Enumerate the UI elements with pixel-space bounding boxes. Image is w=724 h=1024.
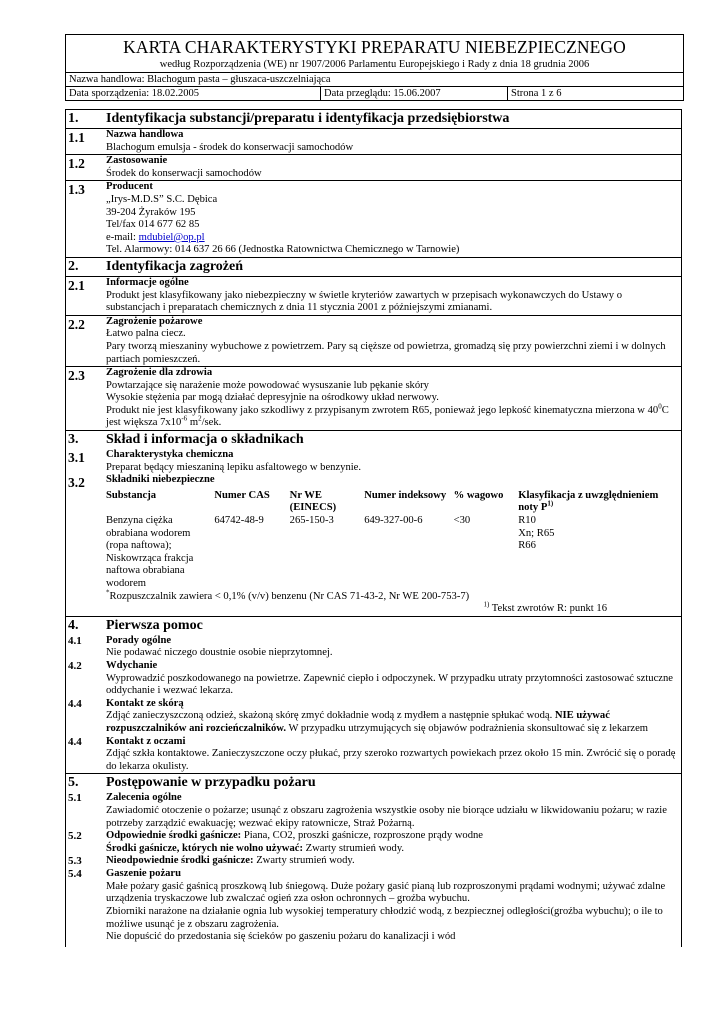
- section-number: 5.: [68, 775, 79, 791]
- section-number: 3.: [68, 432, 79, 448]
- page-number: Strona 1 z 6: [507, 87, 683, 100]
- email-prefix: e-mail:: [106, 231, 139, 243]
- subsection-text: Małe pożary gasić gaśnicą proszkową lub śniegową. Duże pożary gasić pianą lub rozproszonymi prądami wodnymi; używać zdalne urządzenia tryskaczowe lub zwalczać ogień zza osłon ochronnych – groźba wybuchu.: [106, 880, 666, 905]
- subsection-3-2: [66, 474, 681, 616]
- superscript: 1): [483, 600, 490, 609]
- subsection-text: Nie podawać niczego doustnie osobie nieprzytomnej.: [106, 647, 333, 659]
- components-table: [106, 490, 677, 591]
- subsection-label: Nieodpowiednie środki gaśnicze:: [106, 855, 254, 867]
- subsection-label: Producent: [106, 181, 153, 193]
- subsection-label: Wdychanie: [106, 659, 158, 671]
- section-4-heading: [66, 616, 681, 635]
- subsection-text: [106, 710, 677, 735]
- col-header-percent: % wagowo: [453, 489, 504, 501]
- section-title: Postępowanie w przypadku pożaru: [106, 775, 316, 791]
- footnote-benzene: [106, 588, 677, 604]
- producer-email-line: [106, 232, 677, 245]
- subsection-5-1: [66, 792, 681, 830]
- subsection-text: [106, 830, 677, 843]
- subsection-text: [106, 843, 677, 856]
- text-part: Produkt nie jest klasyfikowany jako szkodliwy z przypisanym zwrotem R65, ponieważ jego lepkość kinematyczna mierzona w 40: [106, 404, 659, 416]
- section-title: Identyfikacja zagrożeń: [106, 258, 243, 274]
- subsection-2-2: [66, 315, 681, 366]
- section-title: Pierwsza pomoc: [106, 617, 203, 633]
- subsection-text: Preparat będący mieszaniną lepiku asfaltowego w benzynie.: [106, 461, 362, 473]
- prep-date: Data sporządzenia: 18.02.2005: [69, 88, 200, 99]
- col-header-substance: Substancja: [106, 489, 157, 501]
- producer-address: 39-204 Żyraków 195: [106, 206, 196, 218]
- section-2-heading: [66, 257, 681, 276]
- subsection-5-2: [66, 830, 681, 855]
- section-title: Identyfikacja substancji/preparatu i identyfikacja przedsiębiorstwa: [106, 111, 510, 126]
- text-part: /sek.: [201, 417, 222, 429]
- subsection-label: Nazwa handlowa: [106, 129, 184, 140]
- subsection-text: [106, 855, 677, 868]
- classification-line: Xn; R65: [518, 527, 555, 539]
- document-subtitle: według Rozporządzenia (WE) nr 1907/2006 Parlamentu Europejskiego i Rady z dnia 18 grudnia 2006: [159, 59, 590, 70]
- review-date: Data przeglądu: 15.06.2007: [320, 87, 507, 100]
- superscript: 1): [547, 499, 554, 508]
- subsection-label: Charakterystyka chemiczna: [106, 449, 234, 461]
- subsection-number: 1.2: [68, 156, 85, 172]
- subsection-1-1: [66, 128, 681, 154]
- subsection-label: Zagrożenie dla zdrowia: [106, 367, 213, 379]
- subsection-4-3: [66, 698, 681, 736]
- cell-percent: <30: [453, 515, 471, 527]
- subsection-number: 5.3: [68, 855, 82, 868]
- subsection-number: 4.4: [68, 735, 82, 748]
- subsection-text: Produkt jest klasyfikowany jako niebezpieczny w świetle kryteriów zawartych w przepisach wykonawczych do Ustawy o substancjach i preparatach chemicznych z dnia 11 stycznia 2001 z późniejszymi zmianami.: [106, 289, 622, 314]
- subsection-number: 5.4: [68, 868, 82, 881]
- subsection-label: Porady ogólne: [106, 634, 172, 646]
- producer-phone: Tel/fax 014 677 62 85: [106, 219, 200, 231]
- subsection-number: 1.1: [68, 130, 85, 145]
- subsection-text: Zbiorniki narażone na działanie ognia lub wysokiej temperatury chłodzić wodą, z bezpiecznej odległości(groźba wybuchu); o ile to możliwe usunąć je z obszaru zagrożenia.: [106, 906, 663, 930]
- col-header-classification: [518, 490, 677, 515]
- text-part: Zwarty strumień wody.: [253, 855, 355, 867]
- subsection-number: 5.2: [68, 830, 82, 843]
- trade-name: Nazwa handlowa: Blachogum pasta – głuszaca-uszczelniająca: [69, 74, 331, 85]
- col-header-index: Numer indeksowy: [364, 489, 447, 501]
- subsection-label: Gaszenie pożaru: [106, 868, 182, 880]
- section-5-heading: [66, 773, 681, 792]
- cell-cas: 64742-48-9: [214, 515, 264, 527]
- text-part: Piana, CO2, proszki gaśnicze, rozproszone prądy wodne: [241, 830, 484, 842]
- superscript: 2: [198, 414, 202, 423]
- subsection-text: Wysokie stężenia par mogą działać depresyjnie na ośrodkowy układ nerwowy.: [106, 392, 439, 404]
- subsection-1-2: [66, 154, 681, 180]
- subsection-text: Nie dopuścić do przedostania się ścieków po gaszeniu pożaru do kanalizacji i wód: [106, 931, 456, 943]
- footnote-text: Rozpuszczalnik zawiera < 0,1% (v/v) benzenu (Nr CAS 71-43-2, Nr WE 200-753-7): [109, 590, 470, 602]
- subsection-2-1: [66, 276, 681, 315]
- superscript: -6: [181, 414, 188, 423]
- subsection-label: Zagrożenie pożarowe: [106, 315, 203, 327]
- subsection-label: Informacje ogólne: [106, 276, 189, 288]
- text-part: Zwarty strumień wody.: [302, 842, 405, 854]
- document-body: [65, 109, 682, 947]
- section-3-heading: [66, 430, 681, 449]
- producer-name: „Irys-M.D.S” S.C. Dębica: [106, 193, 218, 205]
- document-header: [65, 34, 684, 101]
- warning-text: NIE używać rozpuszczalników ani rozcieńczalników.: [106, 710, 610, 734]
- subsection-label: Zalecenia ogólne: [106, 792, 182, 804]
- table-row: [106, 515, 677, 591]
- subsection-number: 3.2: [68, 475, 85, 491]
- subsection-number: 2.2: [68, 316, 85, 332]
- col-header-ec: Nr WE (EINECS): [289, 489, 337, 514]
- classification-line: R10: [518, 515, 536, 527]
- text-part: m: [187, 417, 199, 429]
- superscript: *: [106, 588, 110, 597]
- subsection-label: Środki gaśnicze, których nie wolno używać:: [106, 842, 303, 854]
- section-1-heading: [66, 110, 681, 128]
- subsection-label: Odpowiednie środki gaśnicze:: [106, 830, 242, 842]
- section-number: 1.: [68, 111, 79, 126]
- subsection-label: Kontakt ze skórą: [106, 697, 184, 709]
- subsection-4-1: [66, 635, 681, 660]
- classification-line: R66: [518, 540, 536, 552]
- subsection-3-1: [66, 449, 681, 474]
- subsection-text: [106, 402, 677, 430]
- subsection-text: Powtarzające się narażenie może powodować wysuszanie lub pękanie skóry: [106, 379, 429, 391]
- subsection-text: Zdjąć szkła kontaktowe. Zanieczyszczone oczy płukać, przy szeroko rozwartych powiekach przez około 15 min. Zwrócić się o poradę do lekarza okulisty.: [106, 748, 676, 772]
- subsection-label: Kontakt z oczami: [106, 735, 186, 747]
- subsection-number: 3.1: [68, 450, 85, 466]
- table-header-row: [106, 490, 677, 515]
- subsection-number: 4.2: [68, 659, 82, 672]
- footnote-text: Tekst zwrotów R: punkt 16: [489, 603, 607, 615]
- subsection-text: Zawiadomić otoczenie o pożarze; usunąć z obszaru zagrożenia wszystkie osoby nie biorące udziału w likwidowaniu pożaru; w razie potrzeby zarządzić ewakuację; wezwać ekipy ratownicze, Straż Pożarną.: [106, 804, 667, 829]
- header-text: Klasyfikacja z uwzględnieniem noty P: [518, 489, 659, 514]
- subsection-text: Wyprowadzić poszkodowanego na powietrze. Zapewnić ciepło i odpoczynek. W przypadku utraty przytomności zastosować sztuczne oddychanie i wezwać lekarza.: [106, 672, 674, 697]
- subsection-number: 4.1: [68, 634, 82, 647]
- cell-index: 649-327-00-6: [364, 515, 423, 527]
- emergency-phone: Tel. Alarmowy: 014 637 26 66 (Jednostka Ratownictwa Chemicznego w Tarnowie): [106, 244, 460, 256]
- document-title: KARTA CHARAKTERYSTYKI PREPARATU NIEBEZPIECZNEGO: [123, 37, 626, 57]
- subsection-number: 2.3: [68, 368, 85, 384]
- cell-classification: [518, 515, 677, 591]
- col-header-cas: Numer CAS: [214, 489, 270, 501]
- subsection-label: Zastosowanie: [106, 155, 168, 167]
- cell-ec: 265-150-3: [289, 515, 334, 527]
- subsection-2-3: [66, 366, 681, 430]
- text-part: Zdjąć zanieczyszczoną odzież, skażoną skórę zmyć dokładnie wodą z mydłem a następnie spłukać wodą.: [106, 710, 555, 722]
- subsection-4-4: [66, 736, 681, 774]
- subsection-text: Środek do konserwacji samochodów: [106, 167, 262, 179]
- cell-substance: Benzyna ciężka obrabiana wodorem (ropa naftowa); Niskowrząca frakcja naftowa obrabiana wodorem: [106, 515, 194, 589]
- trade-name-row: [66, 72, 683, 86]
- text-part: W przypadku utrzymujących się objawów podrażnienia skonsultować się z lekarzem: [286, 722, 649, 734]
- footnote-r-phrases: [106, 600, 677, 616]
- section-number: 4.: [68, 617, 79, 633]
- subsection-label: Składniki niebezpieczne: [106, 474, 215, 486]
- subsection-5-3: [66, 855, 681, 868]
- text-part: C jest większa 7x10: [106, 404, 669, 429]
- subsection-number: 4.4: [68, 697, 82, 710]
- subsection-5-4: [66, 868, 681, 944]
- email-link[interactable]: mdubiel@op.pl: [138, 231, 205, 243]
- subsection-number: 1.3: [68, 182, 85, 198]
- section-number: 2.: [68, 258, 79, 274]
- subsection-4-2: [66, 660, 681, 698]
- dates-row: [66, 86, 683, 100]
- superscript: 0: [658, 402, 662, 411]
- subsection-number: 2.1: [68, 277, 85, 293]
- subsection-number: 5.1: [68, 792, 82, 805]
- section-title: Skład i informacja o składnikach: [106, 432, 304, 448]
- subsection-text: Łatwo palna ciecz.: [106, 328, 186, 340]
- subsection-1-3: [66, 180, 681, 257]
- subsection-text: Pary tworzą mieszaniny wybuchowe z powietrzem. Pary są cięższe od powietrza, gromadzą się przy powierzchni ziemi i w dolnych partiach pomieszczeń.: [106, 340, 666, 365]
- subsection-text: Blachogum emulsja - środek do konserwacji samochodów: [106, 141, 354, 153]
